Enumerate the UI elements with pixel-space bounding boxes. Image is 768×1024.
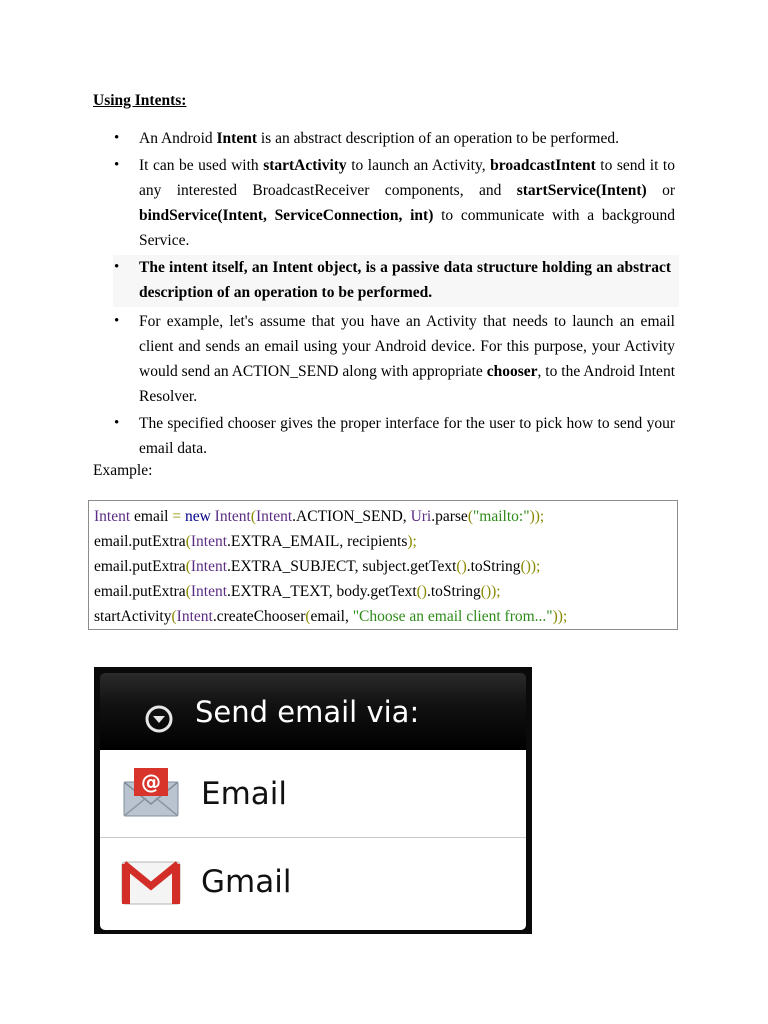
bold-term: The intent itself, an Intent object, is a passive data structure holding an abstract description of an operation to be performed. [139,259,671,301]
code-token: ( [185,533,191,550]
bullet-item [113,255,679,307]
bullet-item [93,126,675,151]
code-token: .EXTRA_TEXT, body.getText [227,583,417,600]
chooser-option-label: Gmail [201,864,292,900]
code-token: Intent [190,533,228,550]
bullet-text: The specified chooser gives the proper interface for the user to pick how to send your email data. [139,415,675,457]
bullet-text: , to the Android Intent Resolver. [139,363,675,405]
chevron-down-icon [145,705,173,733]
chooser-title-bar [100,673,526,750]
bold-term: Intent [216,130,257,147]
svg-text:@: @ [141,770,161,794]
bullet-text: For example, let's assume that you have an Activity that needs to launch an email client and sends an email using your Android device. For this purpose, your Activity would send an ACTION_SEND along with appropriate [139,313,675,380]
code-line [94,554,677,579]
code-line [94,504,677,529]
bold-term: chooser [486,363,538,380]
bold-term: startActivity [263,157,347,174]
code-token: email [130,508,173,525]
chooser-title: Send email via: [195,695,420,729]
code-token: .ACTION_SEND, [292,508,411,525]
code-token: .createChooser [212,608,306,625]
code-token: Uri [410,508,432,525]
code-line [94,529,677,554]
code-token: ( [467,508,473,525]
code-token: Intent [256,508,293,525]
bullet-item [93,411,675,461]
email-app-icon [120,764,182,820]
bullet-text: to communicate with a background Service. [139,207,675,249]
code-token: ( [185,583,191,600]
code-token: Intent [214,508,251,525]
bold-term: bindService(Intent, ServiceConnection, int) [139,207,434,224]
bullet-text: It can be used with [139,157,264,174]
code-token: ); [407,533,417,550]
code-token: () [416,583,427,600]
code-token: ( [185,558,191,575]
gmail-app-icon [120,852,182,908]
bullet-item [93,309,675,409]
code-token: .parse [431,508,468,525]
code-token: Intent [94,508,131,525]
code-token: new [184,508,211,525]
bullet-text: An Android [139,130,217,147]
code-token: () [456,558,467,575]
code-token: ( [305,608,311,625]
code-token: ()); [520,558,541,575]
example-label: Example: [93,462,153,479]
code-token: .EXTRA_EMAIL, recipients [227,533,408,550]
code-token: email.putExtra [94,558,186,575]
intent-bullet-list [93,126,675,463]
chooser-option-email[interactable] [100,750,526,838]
code-token: Intent [190,558,228,575]
code-token: ( [171,608,177,625]
bold-term: startService(Intent) [516,182,647,199]
chooser-screenshot [94,667,532,934]
code-example-box [88,500,678,630]
code-token: ( [250,508,256,525]
code-token: .toString [426,583,481,600]
code-token: = [172,508,182,525]
code-token: email.putExtra [94,583,186,600]
code-token: )); [552,608,568,625]
code-line [94,604,677,629]
chooser-option-gmail[interactable] [100,838,526,926]
code-token: email.putExtra [94,533,186,550]
code-token: )); [529,508,545,525]
bullet-text: is an abstract description of an operation to be performed. [256,130,619,147]
code-line [94,579,677,604]
section-heading: Using Intents: [93,92,187,109]
bold-term: broadcastIntent [490,157,596,174]
bullet-item [93,153,675,253]
code-token: Intent [176,608,213,625]
code-token: "mailto:" [472,508,530,525]
chooser-app-list [100,750,526,930]
code-token: ()); [480,583,501,600]
code-token: Intent [190,583,228,600]
bullet-text: to launch an Activity, [346,157,491,174]
code-token: .EXTRA_SUBJECT, subject.getText [227,558,457,575]
chooser-option-label: Email [201,776,288,812]
bullet-text: or [646,182,675,199]
code-token: email, [310,608,353,625]
bullet-text: to send it to any interested BroadcastReceiver components, and [139,157,675,199]
code-token: startActivity [94,608,172,625]
code-token: .toString [466,558,521,575]
code-token: "Choose an email client from..." [352,608,553,625]
